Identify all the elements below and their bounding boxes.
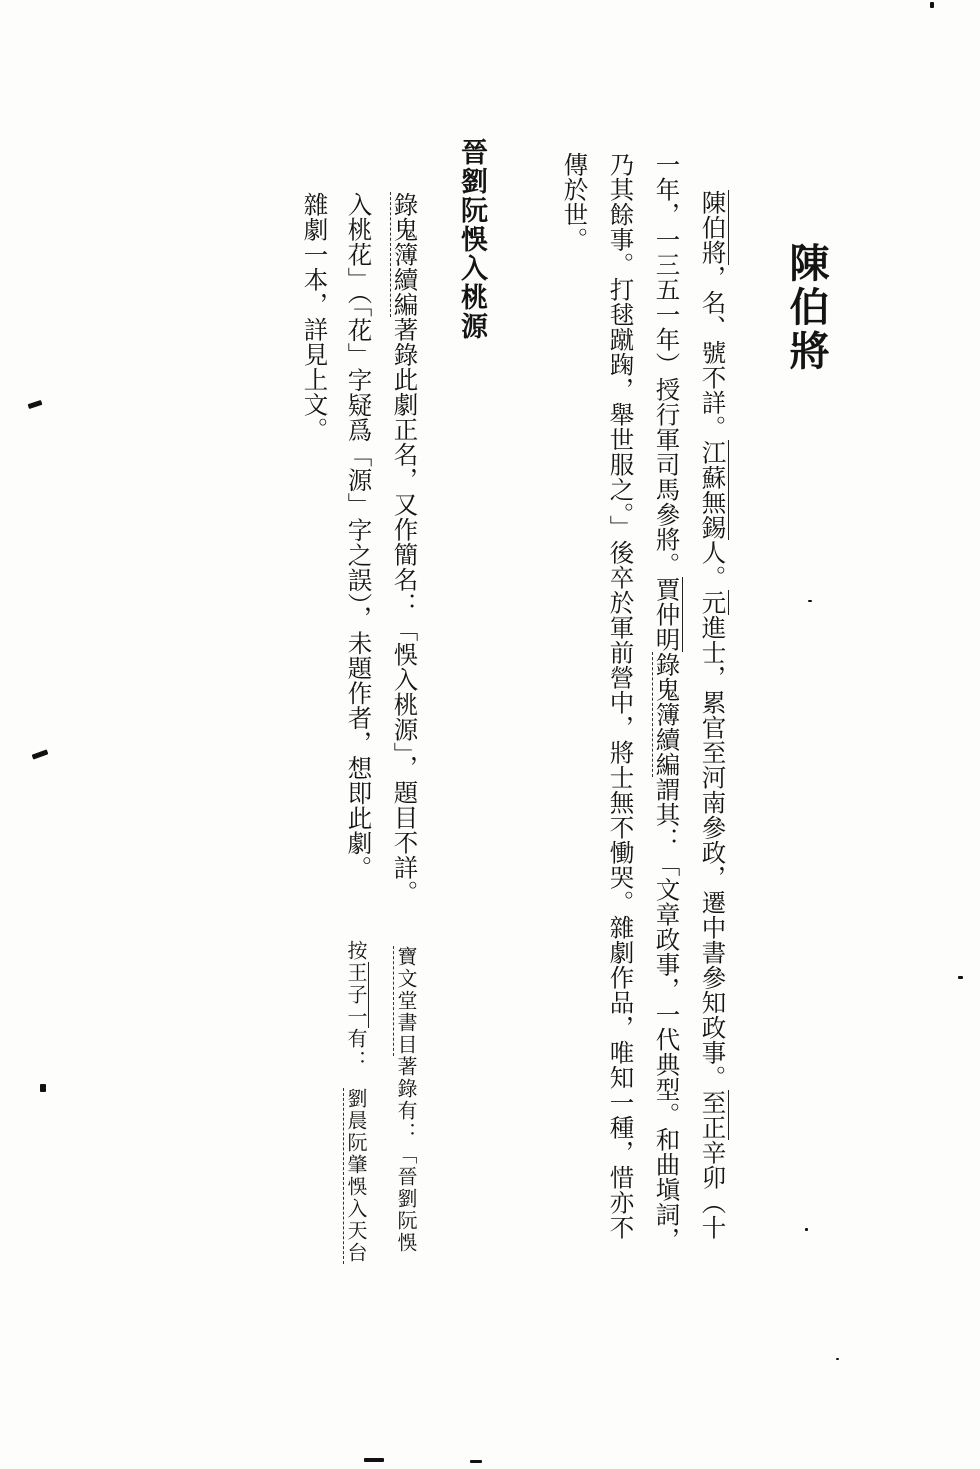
note-text: 按 (344, 940, 368, 962)
bio-text: 一年，一三五一年）授行軍司馬參將。 (652, 152, 682, 577)
bio-text: 人。 (698, 540, 728, 590)
scan-speck (958, 976, 963, 979)
bio-text: 進士，累官至河南參政，遷中書參知政事。 (698, 615, 728, 1090)
entry-column-3: 雜劇一本，詳見上文。 (300, 192, 330, 442)
page-title: 陳伯將 (783, 242, 830, 374)
person-name: 賈仲明 (652, 577, 682, 652)
bio-column-2 (652, 152, 682, 1252)
book-title: 錄鬼簿續編 (390, 192, 420, 317)
place-name: 江蘇無錫 (698, 440, 728, 540)
note-line-1 (396, 946, 416, 1254)
note-text: 有： (344, 1028, 368, 1072)
bio-column-1 (698, 190, 728, 1240)
scan-speck (836, 1358, 839, 1360)
bio-text: 謂其：「文章政事，一代典型。和曲塡詞， (652, 777, 682, 1252)
scan-speck (364, 1458, 384, 1462)
person-name: 陳伯將 (698, 190, 728, 265)
note-line-2 (346, 940, 366, 1072)
note-line-3 (346, 1088, 366, 1264)
scan-speck (808, 600, 812, 602)
scan-speck (470, 1460, 482, 1463)
bio-column-4: 傳於世。 (560, 152, 590, 252)
entry-column-1 (390, 192, 420, 905)
section-heading: 晉劉阮悞入桃源 (456, 138, 487, 341)
book-title: 劉晨阮肇悞入天台 (344, 1088, 368, 1264)
scan-speck (805, 1228, 808, 1231)
bio-column-3: 乃其餘事。打毬蹴踘，舉世服之。」後卒於軍前營中，將士無不慟哭。雜劇作品，唯知一種，惜亦不 (606, 152, 636, 1240)
era-name: 至正 (698, 1090, 728, 1140)
scan-speck (930, 2, 934, 8)
bio-text: ，名、號不詳。 (698, 265, 728, 440)
entry-column-2: 入桃花」（「花」字疑爲「源」字之誤），未題作者，想即此劇。 (344, 192, 374, 881)
dynasty-name: 元 (698, 590, 728, 615)
note-text: 著錄有：「晉劉阮悞 (394, 1056, 418, 1254)
scan-speck (40, 1084, 46, 1092)
entry-text: 著錄此劇正名，又作簡名：「悞入桃源」，題目不詳。 (390, 317, 420, 905)
book-title: 寶文堂書目 (394, 946, 418, 1056)
bio-text: 辛卯（十 (698, 1140, 728, 1240)
scan-speck (32, 749, 49, 759)
scan-speck (28, 400, 43, 409)
person-name: 王子一 (344, 962, 368, 1028)
book-title: 錄鬼簿續編 (652, 652, 682, 777)
